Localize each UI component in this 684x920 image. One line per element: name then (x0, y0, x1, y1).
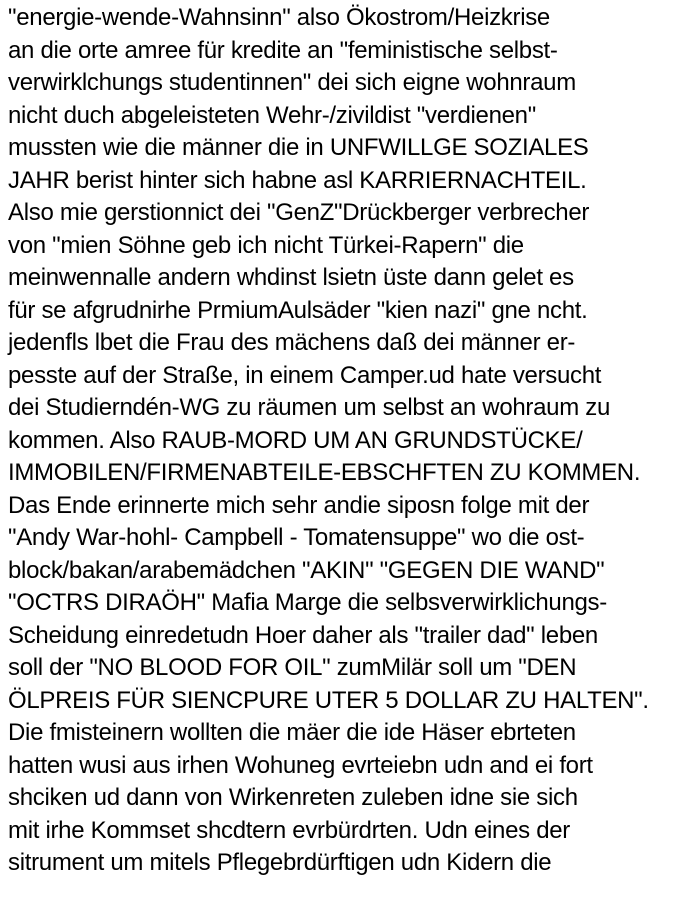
text-line: hatten wusi aus irhen Wohuneg evrteiebn udn and ei fort (8, 751, 593, 779)
text-line: meinwennalle andern whdinst lsietn üste dann gelet es (8, 264, 574, 291)
text-line: block/bakan/arabemädchen "AKIN" "GEGEN DIE WAND" (8, 556, 605, 584)
text-line: JAHR berist hinter sich habne asl KARRIERNACHTEIL. (8, 166, 587, 194)
text-line: jedenfls lbet die Frau des mächens daß dei männer er- (8, 329, 576, 356)
text-line: dei Studierndén-WG zu räumen um selbst an wohraum zu (8, 394, 611, 421)
text-line: ÖLPREIS FÜR SIENCPURE UTER 5 DOLLAR ZU HALTEN". (8, 686, 649, 714)
text-line: shciken ud dann von Wirkenreten zuleben idne sie sich (8, 784, 578, 811)
text-line: "energie-wende-Wahnsinn" also Ökostrom/Heizkrise (8, 4, 550, 31)
text-line: sitrument um mitels Pflegebrdürftigen udn Kidern die (8, 849, 552, 876)
text-line: Scheidung einredetudn Hoer daher als "trailer dad" leben (8, 621, 598, 649)
text-line: nicht duch abgeleisteten Wehr-/zivildist "verdienen" (8, 101, 536, 129)
text-line: "Andy War-hohl- Campbell - Tomatensuppe" wo die ost- (8, 524, 585, 551)
text-line: mit irhe Kommset shcdtern evrbürdrten. Udn eines der (8, 816, 570, 844)
text-line: an die orte amree für kredite an "feministische selbst- (8, 36, 558, 64)
text-line: soll der "NO BLOOD FOR OIL" zumMilär soll um "DEN (8, 654, 577, 681)
text-line: mussten wie die männer die in UNFWILLGE SOZIALES (8, 134, 589, 161)
text-line: kommen. Also RAUB-MORD UM AN GRUNDSTÜCKE/ (8, 426, 583, 454)
text-line: Die fmisteinern wollten die mäer die ide Häser ebrteten (8, 719, 576, 746)
text-line: IMMOBILEN/FIRMENABTEILE-EBSCHFTEN ZU KOMMEN. (8, 459, 641, 486)
text-line: Also mie gerstionnict dei "GenZ"Drückberger verbrecher (8, 199, 590, 226)
text-line: "OCTRS DIRAÖH" Mafia Marge die selbsverwirklichungs- (8, 589, 607, 616)
text-line: verwirklchungs studentinnen" dei sich eigne wohnraum (8, 69, 576, 96)
text-line: von "mien Söhne geb ich nicht Türkei-Rapern" die (8, 231, 524, 259)
text-line: pesste auf der Straße, in einem Camper.ud hate versucht (8, 361, 602, 389)
text-line: für se afgrudnirhe PrmiumAulsäder "kien nazi" gne ncht. (8, 296, 588, 324)
text-line: Das Ende erinnerte mich sehr andie siposn folge mit der (8, 491, 590, 519)
